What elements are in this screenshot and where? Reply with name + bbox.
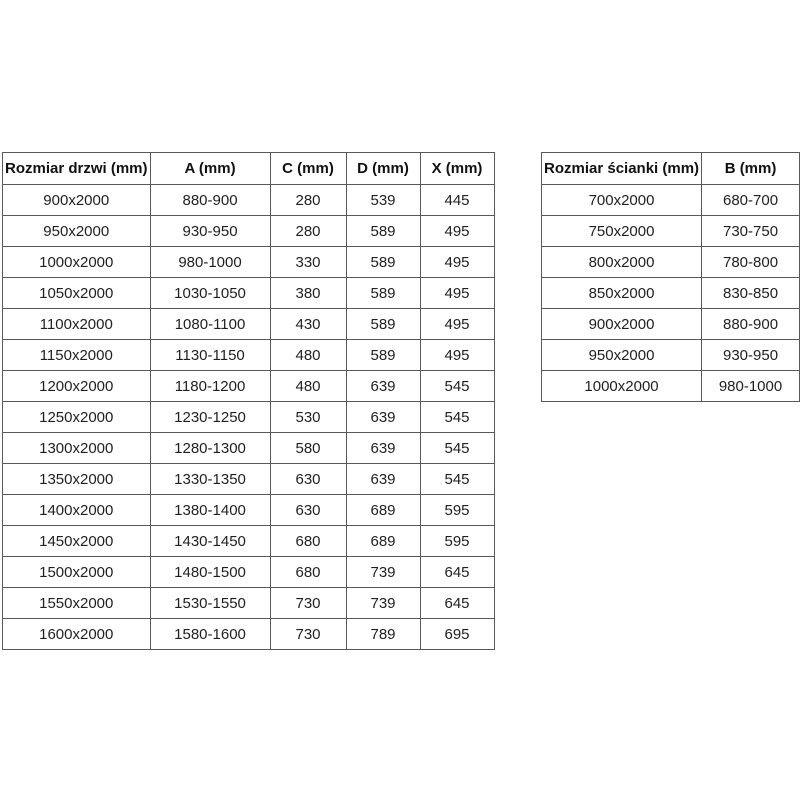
table-cell: 1000x2000 <box>542 371 702 402</box>
table-cell: 1000x2000 <box>3 247 151 278</box>
table-cell: 980-1000 <box>702 371 800 402</box>
table-row <box>542 371 800 402</box>
doors-column-header: Rozmiar drzwi (mm) <box>3 153 151 185</box>
table-cell: 580 <box>270 433 346 464</box>
table-row <box>3 588 495 619</box>
table-row <box>3 464 495 495</box>
table-row <box>3 216 495 247</box>
table-cell: 430 <box>270 309 346 340</box>
table-cell: 739 <box>346 557 420 588</box>
table-row <box>3 247 495 278</box>
table-cell: 680-700 <box>702 185 800 216</box>
table-cell: 730 <box>270 588 346 619</box>
table-cell: 1300x2000 <box>3 433 151 464</box>
table-cell: 639 <box>346 371 420 402</box>
table-cell: 1150x2000 <box>3 340 151 371</box>
table-cell: 680 <box>270 526 346 557</box>
table-cell: 589 <box>346 309 420 340</box>
table-cell: 380 <box>270 278 346 309</box>
door-sizes-header-row <box>3 153 495 185</box>
table-cell: 880-900 <box>150 185 270 216</box>
table-cell: 689 <box>346 495 420 526</box>
table-cell: 589 <box>346 247 420 278</box>
table-cell: 800x2000 <box>542 247 702 278</box>
table-cell: 545 <box>420 371 494 402</box>
table-cell: 1530-1550 <box>150 588 270 619</box>
table-cell: 1280-1300 <box>150 433 270 464</box>
table-row <box>542 340 800 371</box>
table-cell: 780-800 <box>702 247 800 278</box>
table-cell: 630 <box>270 495 346 526</box>
table-row <box>3 526 495 557</box>
table-cell: 445 <box>420 185 494 216</box>
wall-sizes-table-body <box>542 185 800 402</box>
table-cell: 695 <box>420 619 494 650</box>
table-cell: 645 <box>420 588 494 619</box>
table-cell: 639 <box>346 402 420 433</box>
table-row <box>542 278 800 309</box>
table-cell: 680 <box>270 557 346 588</box>
doors-column-header: A (mm) <box>150 153 270 185</box>
table-row <box>542 247 800 278</box>
table-row <box>3 495 495 526</box>
table-cell: 1430-1450 <box>150 526 270 557</box>
table-cell: 530 <box>270 402 346 433</box>
table-cell: 589 <box>346 278 420 309</box>
table-cell: 280 <box>270 185 346 216</box>
doors-column-header: C (mm) <box>270 153 346 185</box>
table-cell: 595 <box>420 495 494 526</box>
table-cell: 900x2000 <box>3 185 151 216</box>
door-sizes-table-head <box>3 153 495 185</box>
table-cell: 689 <box>346 526 420 557</box>
table-row <box>3 185 495 216</box>
table-cell: 1450x2000 <box>3 526 151 557</box>
table-row <box>3 309 495 340</box>
table-cell: 545 <box>420 402 494 433</box>
wall-sizes-table <box>541 152 800 402</box>
table-cell: 1100x2000 <box>3 309 151 340</box>
table-cell: 930-950 <box>150 216 270 247</box>
doors-column-header: X (mm) <box>420 153 494 185</box>
table-row <box>542 185 800 216</box>
table-row <box>542 309 800 340</box>
table-cell: 1350x2000 <box>3 464 151 495</box>
table-cell: 850x2000 <box>542 278 702 309</box>
table-cell: 1130-1150 <box>150 340 270 371</box>
table-row <box>3 278 495 309</box>
table-cell: 880-900 <box>702 309 800 340</box>
table-cell: 980-1000 <box>150 247 270 278</box>
door-sizes-table-body <box>3 185 495 650</box>
walls-column-header: B (mm) <box>702 153 800 185</box>
table-cell: 1030-1050 <box>150 278 270 309</box>
wall-sizes-table-head <box>542 153 800 185</box>
table-cell: 789 <box>346 619 420 650</box>
table-cell: 1580-1600 <box>150 619 270 650</box>
table-cell: 1230-1250 <box>150 402 270 433</box>
table-row <box>3 619 495 650</box>
table-cell: 1250x2000 <box>3 402 151 433</box>
table-row <box>3 371 495 402</box>
table-cell: 1200x2000 <box>3 371 151 402</box>
table-cell: 539 <box>346 185 420 216</box>
table-cell: 730 <box>270 619 346 650</box>
table-cell: 930-950 <box>702 340 800 371</box>
door-sizes-table <box>2 152 495 650</box>
table-cell: 1080-1100 <box>150 309 270 340</box>
table-cell: 595 <box>420 526 494 557</box>
table-cell: 1480-1500 <box>150 557 270 588</box>
table-cell: 630 <box>270 464 346 495</box>
table-row <box>3 433 495 464</box>
table-cell: 495 <box>420 216 494 247</box>
table-cell: 639 <box>346 433 420 464</box>
table-cell: 1500x2000 <box>3 557 151 588</box>
table-cell: 1330-1350 <box>150 464 270 495</box>
table-cell: 700x2000 <box>542 185 702 216</box>
table-cell: 830-850 <box>702 278 800 309</box>
table-cell: 739 <box>346 588 420 619</box>
table-cell: 1600x2000 <box>3 619 151 650</box>
table-cell: 750x2000 <box>542 216 702 247</box>
table-cell: 950x2000 <box>542 340 702 371</box>
table-cell: 495 <box>420 309 494 340</box>
table-cell: 950x2000 <box>3 216 151 247</box>
table-cell: 495 <box>420 278 494 309</box>
table-cell: 1050x2000 <box>3 278 151 309</box>
table-cell: 280 <box>270 216 346 247</box>
table-cell: 645 <box>420 557 494 588</box>
table-cell: 480 <box>270 371 346 402</box>
doors-column-header: D (mm) <box>346 153 420 185</box>
table-cell: 589 <box>346 340 420 371</box>
table-cell: 589 <box>346 216 420 247</box>
table-cell: 1400x2000 <box>3 495 151 526</box>
table-cell: 1180-1200 <box>150 371 270 402</box>
table-cell: 545 <box>420 464 494 495</box>
table-row <box>3 557 495 588</box>
walls-column-header: Rozmiar ścianki (mm) <box>542 153 702 185</box>
table-cell: 1550x2000 <box>3 588 151 619</box>
table-cell: 545 <box>420 433 494 464</box>
table-cell: 480 <box>270 340 346 371</box>
table-cell: 330 <box>270 247 346 278</box>
table-cell: 495 <box>420 247 494 278</box>
table-cell: 730-750 <box>702 216 800 247</box>
table-cell: 639 <box>346 464 420 495</box>
table-row <box>3 340 495 371</box>
table-row <box>3 402 495 433</box>
table-row <box>542 216 800 247</box>
table-cell: 900x2000 <box>542 309 702 340</box>
wall-sizes-header-row <box>542 153 800 185</box>
table-cell: 495 <box>420 340 494 371</box>
table-cell: 1380-1400 <box>150 495 270 526</box>
